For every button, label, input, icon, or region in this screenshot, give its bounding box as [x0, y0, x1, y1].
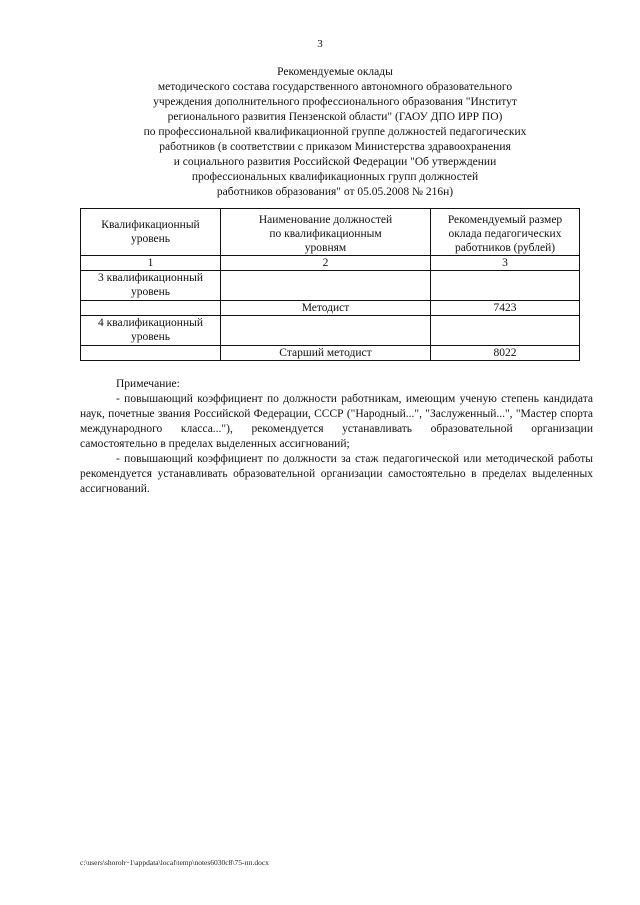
title-line: и социального развития Российской Федерации "Об утверждении — [173, 156, 497, 168]
title-line: учреждения дополнительного профессионального образования "Институт — [153, 96, 517, 108]
column-number: 2 — [221, 256, 431, 271]
note-paragraph: - повышающий коэффициент по должности работникам, имеющим ученую степень кандидата наук, почетные звания Российской Федерации, СССР ("Народный...", "Заслуженный...", "Мастер спорта международного класса..."), рекомендуется устанавливать образовательной организации самостоятельно в пределах выделенных ассигнований; — [80, 393, 593, 450]
position-cell: Методист — [221, 301, 431, 316]
notes-heading: Примечание: — [116, 378, 180, 390]
level-cell — [81, 316, 221, 346]
salary-cell: 7423 — [431, 301, 580, 316]
salary-cell: 8022 — [431, 346, 580, 361]
header-text: по квалификационным — [269, 228, 382, 240]
title-line: регионального развития Пензенской области" (ГАОУ ДПО ИРР ПО) — [167, 111, 503, 123]
header-text: уровням — [304, 242, 347, 254]
level-text: уровень — [130, 331, 171, 343]
page-number: 3 — [317, 38, 323, 50]
title-line: профессиональных квалификационных групп должностей — [191, 171, 479, 183]
header-text: работников (рублей) — [454, 242, 556, 254]
header-qualification-level — [81, 209, 221, 256]
column-number: 3 — [431, 256, 580, 271]
empty-cell — [431, 316, 580, 346]
table-row — [81, 301, 580, 316]
empty-cell — [81, 346, 221, 361]
empty-cell — [431, 271, 580, 301]
level-text: 4 квалификационный — [98, 317, 203, 329]
level-text: 3 квалификационный — [98, 272, 203, 284]
level-cell — [81, 271, 221, 301]
header-position-name — [221, 209, 431, 256]
table-header-row — [81, 209, 580, 256]
notes-section — [80, 377, 593, 497]
column-number-row — [81, 256, 580, 271]
title-line: по профессиональной квалификационной группе должностей педагогических — [143, 126, 527, 138]
empty-cell — [221, 271, 431, 301]
header-text: Рекомендуемый размер — [447, 214, 563, 226]
level-text: уровень — [130, 286, 171, 298]
column-number: 1 — [81, 256, 221, 271]
header-salary — [431, 209, 580, 256]
position-cell: Старший методист — [221, 346, 431, 361]
salary-table — [80, 208, 580, 361]
header-text: Наименование должностей — [258, 214, 393, 226]
table-row — [81, 271, 580, 301]
title-line: работников образования" от 05.05.2008 № 216н) — [216, 186, 454, 198]
title-line: методического состава государственного автономного образовательного — [157, 81, 513, 93]
header-text: уровень — [130, 233, 171, 245]
note-paragraph: - повышающий коэффициент по должности за стаж педагогической или методической работы рекомендуется устанавливать образовательной организации самостоятельно в пределах выделенных ассигнований. — [80, 453, 593, 495]
empty-cell — [221, 316, 431, 346]
table-row — [81, 346, 580, 361]
header-text: оклада педагогических — [448, 228, 562, 240]
empty-cell — [81, 301, 221, 316]
title-line: работников (в соответствии с приказом Министерства здравоохранения — [159, 141, 511, 153]
title-line: Рекомендуемые оклады — [277, 66, 393, 78]
table-row — [81, 316, 580, 346]
header-text: Квалификационный — [101, 219, 200, 231]
footer-file-path: c:\users\shoroh~1\appdata\local\temp\notes6030c8\75-пп.docx — [80, 858, 269, 867]
document-title — [100, 65, 570, 200]
